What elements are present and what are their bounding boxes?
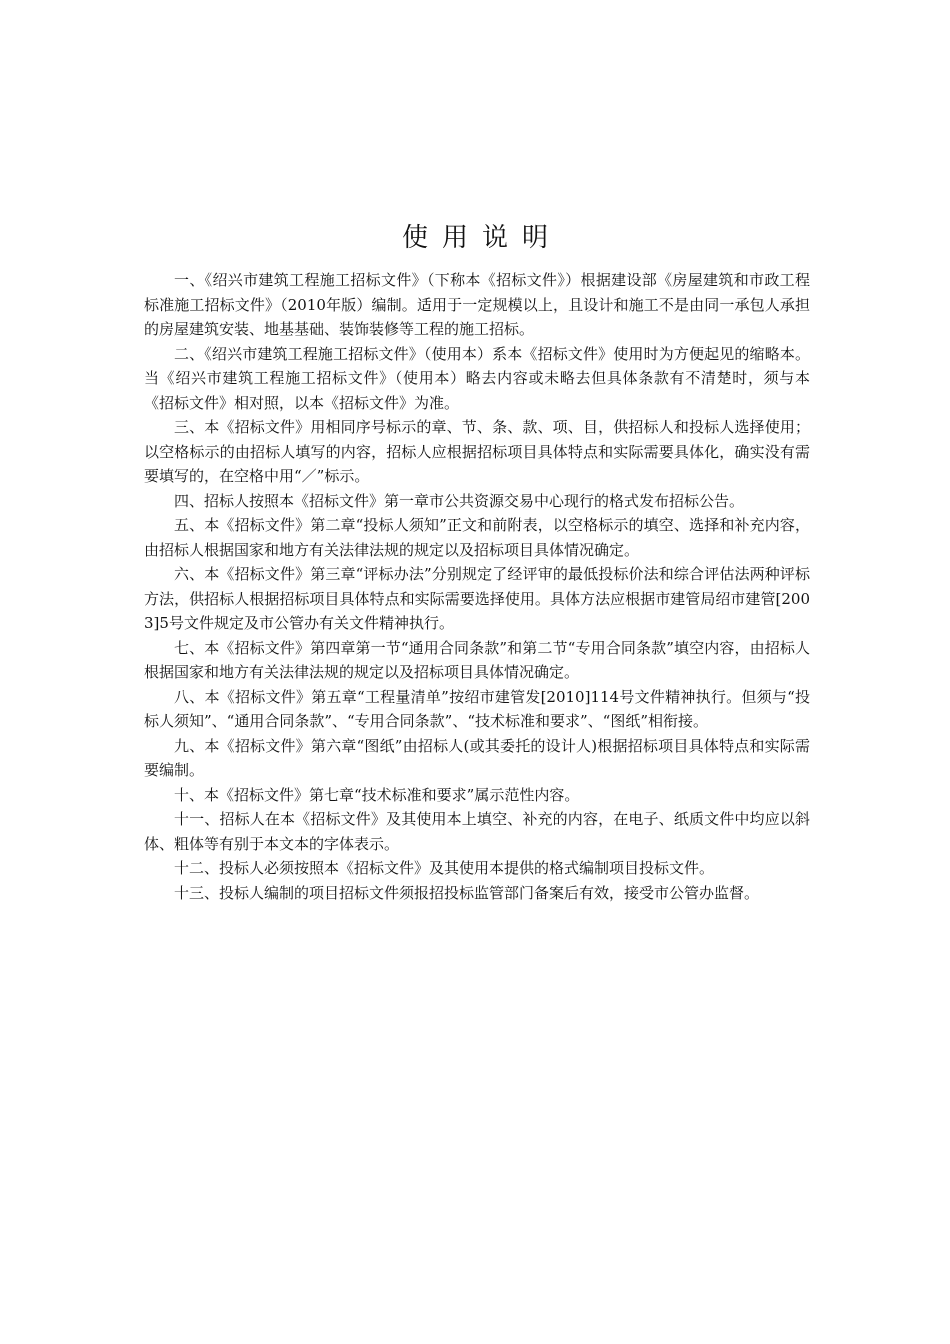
paragraph-1: 一、《绍兴市建筑工程施工招标文件》（下称本《招标文件》）根据建设部《房屋建筑和市政工程标准施工招标文件》（2010年版）编制。适用于一定规模以上，且设计和施工不是由同一承包人承担的房屋建筑安装、地基基础、装饰装修等工程的施工招标。 — [144, 271, 810, 338]
paragraph-6: 六、本《招标文件》第三章“评标办法”分别规定了经评审的最低投标价法和综合评估法两种评标方法，供招标人根据招标项目具体特点和实际需要选择使用。具体方法应根据市建管局绍市建管[2003]5号文件规定及市公管办有关文件精神执行。 — [144, 565, 810, 632]
paragraph-13: 十三、投标人编制的项目招标文件须报招投标监管部门备案后有效，接受市公管办监督。 — [174, 883, 760, 902]
paragraph-2: 二、《绍兴市建筑工程施工招标文件》（使用本）系本《招标文件》使用时为方便起见的缩略本。当《绍兴市建筑工程施工招标文件》（使用本）略去内容或未略去但具体条款有不清楚时，须与本《招标文件》相对照，以本《招标文件》为准。 — [144, 344, 810, 412]
paragraph-10: 十、本《招标文件》第七章“技术标准和要求”属示范性内容。 — [174, 785, 580, 804]
document-body — [144, 268, 810, 905]
paragraph-5: 五、本《招标文件》第二章“投标人须知”正文和前附表，以空格标示的填空、选择和补充内容，由招标人根据国家和地方有关法律法规的规定以及招标项目具体情况确定。 — [144, 516, 810, 559]
paragraph-9: 九、本《招标文件》第六章“图纸”由招标人(或其委托的设计人)根据招标项目具体特点和实际需要编制。 — [144, 736, 810, 779]
paragraph-11: 十一、招标人在本《招标文件》及其使用本上填空、补充的内容，在电子、纸质文件中均应以斜体、粗体等有别于本文本的字体表示。 — [144, 810, 810, 853]
paragraph-7: 七、本《招标文件》第四章第一节“通用合同条款”和第二节“专用合同条款”填空内容，由招标人根据国家和地方有关法律法规的规定以及招标项目具体情况确定。 — [144, 638, 810, 681]
paragraph-3: 三、本《招标文件》用相同序号标示的章、节、条、款、项、目，供招标人和投标人选择使用；以空格标示的由招标人填写的内容，招标人应根据招标项目具体特点和实际需要具体化，确实没有需要填写的，在空格中用“／”标示。 — [144, 418, 810, 485]
document-title: 使用说明 — [401, 223, 562, 253]
paragraph-4: 四、招标人按照本《招标文件》第一章市公共资源交易中心现行的格式发布招标公告。 — [174, 491, 745, 510]
paragraph-12: 十二、投标人必须按照本《招标文件》及其使用本提供的格式编制项目投标文件。 — [174, 859, 715, 877]
paragraph-8: 八、本《招标文件》第五章“工程量清单”按绍市建管发[2010]114号文件精神执行。但须与“投标人须知”、“通用合同条款”、“专用合同条款”、“技术标准和要求”、“图纸”相衔接。 — [144, 687, 810, 730]
